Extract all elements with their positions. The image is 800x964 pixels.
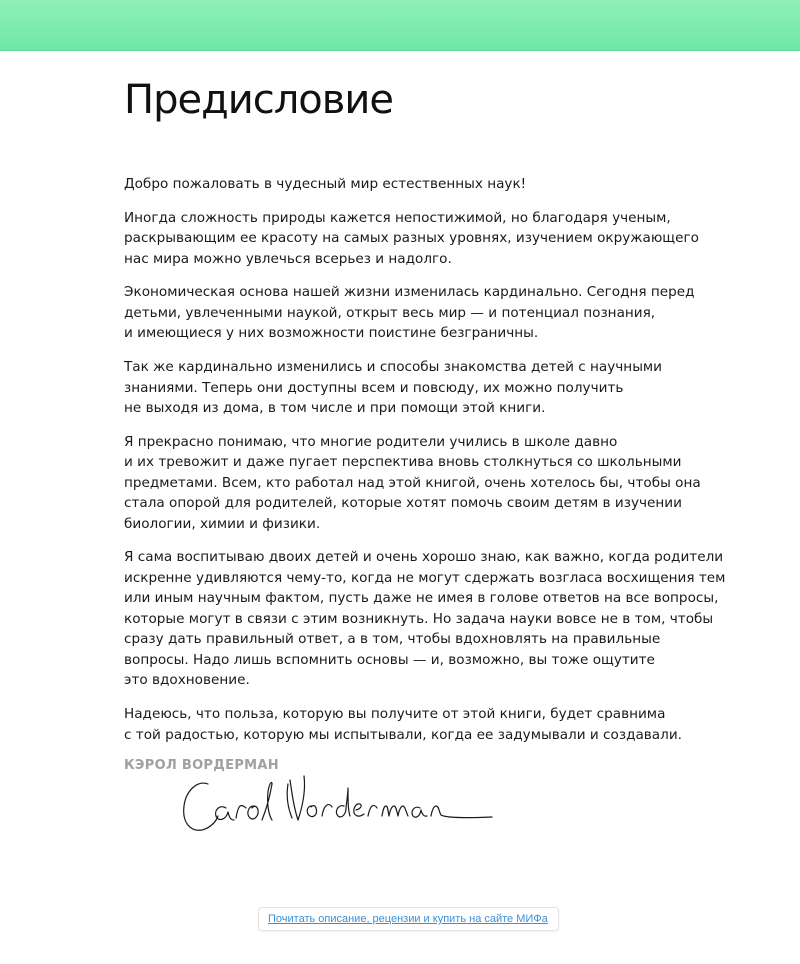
paragraph-nature: [124, 208, 699, 270]
paragraph-line: сразу дать правильный ответ, а в том, чтобы вдохновлять на правильные: [124, 631, 661, 648]
paragraph-line: раскрывающим ее красоту на самых разных уровнях, изучением окружающего: [124, 230, 699, 247]
paragraph-line: знаниями. Теперь они доступны всем и повсюду, их можно получить: [124, 379, 624, 396]
paragraph-line: и имеющиеся у них возможности поистине безграничны.: [124, 325, 539, 342]
paragraph-line: которые могут в связи с этим возникнуть. Но задача науки вовсе не в том, чтобы: [124, 610, 714, 627]
paragraph-line: нас мира можно увлечься всерьез и надолго.: [124, 250, 452, 267]
paragraph-line: с той радостью, которую мы испытывали, когда ее задумывали и создавали.: [124, 726, 682, 743]
paragraph-welcome: [124, 174, 684, 195]
paragraph-line: Надеюсь, что польза, которую вы получите от этой книги, будет сравнима: [124, 706, 666, 723]
paragraph-inspiration: [124, 547, 726, 691]
paragraph-line: вопросы. Надо лишь вспомнить основы — и, возможно, вы тоже ощутите: [124, 651, 655, 668]
paragraph-line: или иным научным фактом, пусть даже не имея в голове ответов на все вопросы,: [124, 590, 719, 607]
paragraph-line: Я прекрасно понимаю, что многие родители учились в школе давно: [124, 433, 618, 450]
paragraph-line: Так же кардинально изменились и способы знакомства детей с научными: [124, 359, 663, 376]
paragraph-line: Я сама воспитываю двоих детей и очень хорошо знаю, как важно, когда родители: [124, 549, 724, 566]
top-banner: [0, 0, 800, 51]
paragraph-line: Иногда сложность природы кажется непостижимой, но благодаря ученым,: [124, 209, 671, 226]
author-name: КЭРОЛ ВОРДЕРМАН: [124, 758, 279, 774]
paragraph-line: детьми, увлеченными наукой, открыт весь мир — и потенциал познания,: [124, 304, 656, 321]
paragraph-parents: [124, 432, 701, 535]
paragraph-line: искренне удивляются чему-то, когда не могут сдержать возгласа восхищения тем: [124, 569, 726, 586]
foreword-article: [124, 70, 726, 774]
paragraph-line: стала опорой для родителей, которые хотят помочь своим детям в изучении: [124, 495, 682, 512]
paragraph-access: [124, 357, 684, 419]
paragraph-line: и их тревожит и даже пугает перспектива вновь столкнуться со школьными: [124, 454, 682, 471]
paragraph-closing: [124, 704, 684, 745]
page-title: Предисловие: [124, 77, 393, 123]
paragraph-line: не выходя из дома, в том числе и при помощи этой книги.: [124, 400, 546, 417]
paragraph-economy: [124, 282, 695, 344]
paragraph-line: Добро пожаловать в чудесный мир естественных наук!: [124, 176, 527, 192]
paragraph-line: биологии, химии и физики.: [124, 515, 321, 532]
paragraph-line: Экономическая основа нашей жизни изменилась кардинально. Сегодня перед: [124, 284, 695, 301]
handwritten-signature: [180, 770, 500, 840]
paragraph-line: предметами. Всем, кто работал над этой книгой, очень хотелось бы, чтобы она: [124, 474, 701, 491]
paragraph-line: это вдохновение.: [124, 672, 250, 689]
mif-store-link[interactable]: Почитать описание, рецензии и купить на сайте МИФа: [258, 907, 559, 931]
